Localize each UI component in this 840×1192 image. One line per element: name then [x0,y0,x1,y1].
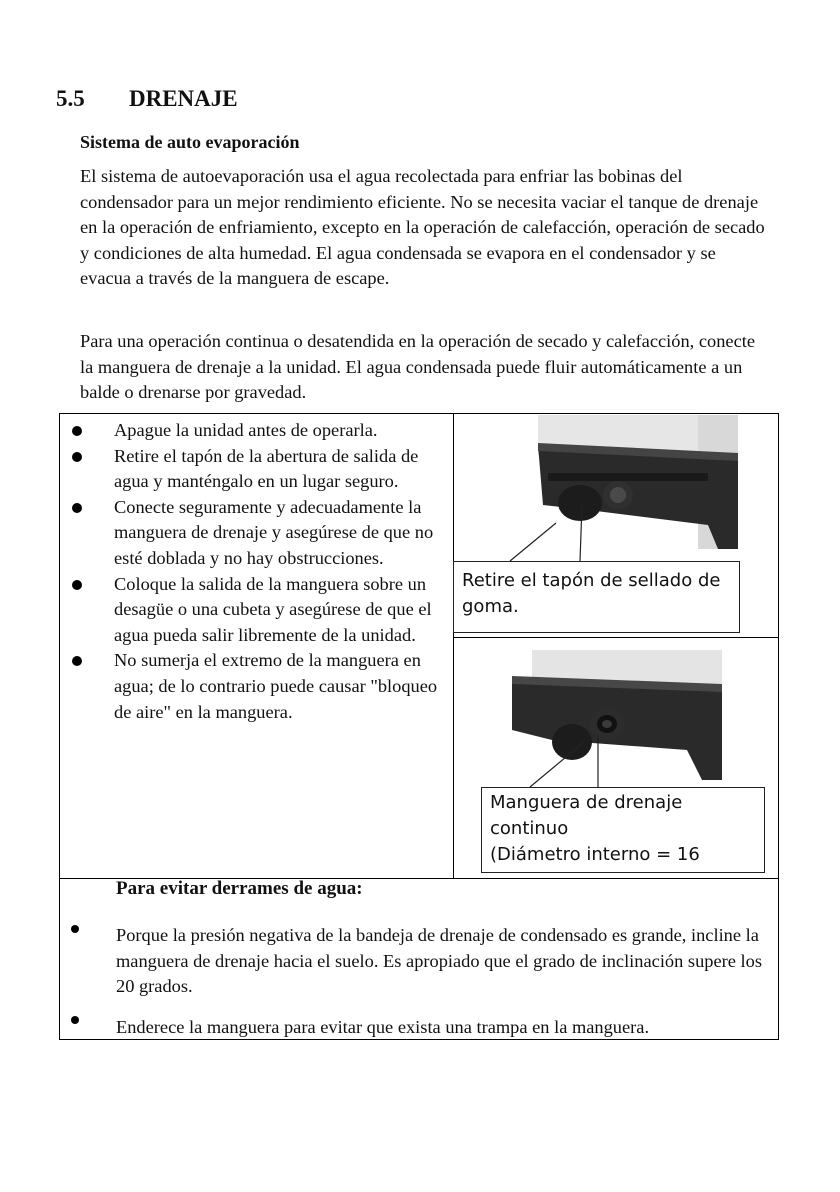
bullet-icon [72,452,82,462]
list-item: No sumerja el extremo de la manguera en agua; de lo contrario puede causar "bloqueo de aire" en la manguera. [60,648,448,725]
subheading: Sistema de auto evaporación [80,132,300,152]
table-divider-vertical [453,414,454,878]
photo-drain-hose [472,650,722,780]
step-list [60,418,448,725]
callout-line: Manguera de drenaje [490,792,683,813]
callout-line: (Diámetro interno = 16 [490,844,700,865]
bullet-icon [71,1016,79,1024]
list-item: Conecte seguramente y adecuadamente la manguera de drenaje y asegúrese de que no esté doblada y no hay obstrucciones. [60,495,448,572]
bullet-icon [72,426,82,436]
bullet-icon [71,925,79,933]
bullet-icon [72,580,82,590]
callout-line: continuo [490,818,569,839]
paragraph-continuous-operation: Para una operación continua o desatendida en la operación de secado y calefacción, conecte la manguera de drenaje a la unidad. El agua condensada puede fluir automáticamente a un balde o drenarse por gravedad. [80,331,756,403]
paragraph-auto-evaporation: El sistema de autoevaporación usa el agua recolectada para enfriar las bobinas del condensador para un mejor rendimiento eficiente. No se necesita vaciar el tanque de drenaje en la operación de enfriamiento, excepto en la operación de calefacción, operación de secado y condiciones de alta humedad. El agua condensada se evapora en el condensador y se evacua a través de la manguera de escape. [80,166,765,289]
callout-drain-hose [481,787,765,873]
avoid-item: Porque la presión negativa de la bandeja de drenaje de condensado es grande, incline la manguera de drenaje hacia el suelo. Es apropiado que el grado de inclinación supere los 20 grados. [116,925,762,997]
callout-remove-plug: Retire el tapón de sellado de goma. [453,561,740,633]
table-divider-photos [453,637,779,638]
avoid-item: Enderece la manguera para evitar que exista una trampa en la manguera. [116,1017,650,1037]
list-item: Apague la unidad antes de operarla. [60,418,448,444]
avoid-spills-title: Para evitar derrames de agua: [116,878,363,899]
list-item: Retire el tapón de la abertura de salida de agua y manténgalo en un lugar seguro. [60,444,448,495]
list-item: Coloque la salida de la manguera sobre un desagüe o una cubeta y asegúrese de que el agua pueda salir libremente de la unidad. [60,572,448,649]
section-number: 5.5 [56,86,85,111]
photo-drain-plug [468,415,738,549]
bullet-icon [72,503,82,513]
bullet-icon [72,656,82,666]
section-title: DRENAJE [129,86,238,111]
